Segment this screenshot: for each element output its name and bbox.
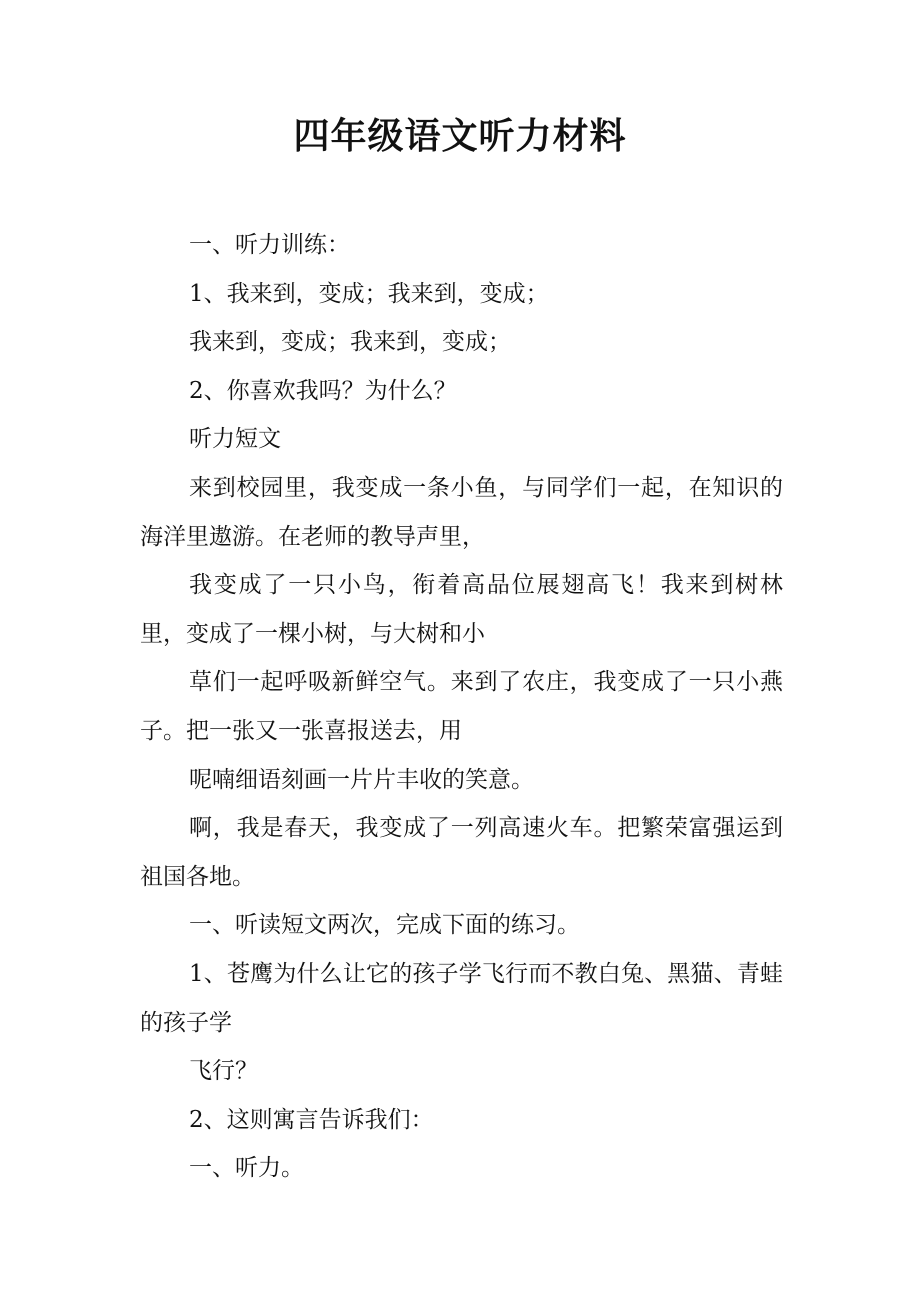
section-heading-listening: 一、听力。 <box>189 1155 304 1182</box>
document-body <box>140 221 783 1193</box>
exercise-item: 1、我来到，变成；我来到，变成； <box>189 280 549 307</box>
passage-paragraph: 啊，我是春天，我变成了一列高速火车。把繁荣富强运到祖国各地。 <box>140 815 783 890</box>
section-heading-instructions: 一、听读短文两次，完成下面的练习。 <box>189 912 580 939</box>
question-continuation: 飞行？ <box>189 1058 258 1085</box>
question-item: 1、苍鹰为什么让它的孩子学飞行而不教白兔、黑猫、青蛙的孩子学 <box>140 960 783 1036</box>
passage-paragraph: 呢喃细语刻画一片片丰收的笑意。 <box>189 766 534 793</box>
exercise-item: 2、你喜欢我吗？为什么？ <box>189 377 457 404</box>
passage-paragraph: 来到校园里，我变成一条小鱼，与同学们一起，在知识的海洋里遨游。在老师的教导声里， <box>140 474 783 550</box>
exercise-item: 我来到，变成；我来到，变成； <box>189 329 511 356</box>
question-item: 2、这则寓言告诉我们： <box>189 1106 434 1133</box>
passage-heading: 听力短文 <box>189 426 281 453</box>
passage-paragraph: 我变成了一只小鸟，衔着高品位展翅高飞！我来到树林里，变成了一棵小树，与大树和小 <box>140 572 783 647</box>
section-heading-listening-training: 一、听力训练： <box>189 232 350 258</box>
passage-paragraph: 草们一起呼吸新鲜空气。来到了农庄，我变成了一只小燕子。把一张又一张喜报送去，用 <box>140 669 783 744</box>
page-title: 四年级语文听力材料 <box>293 115 627 157</box>
